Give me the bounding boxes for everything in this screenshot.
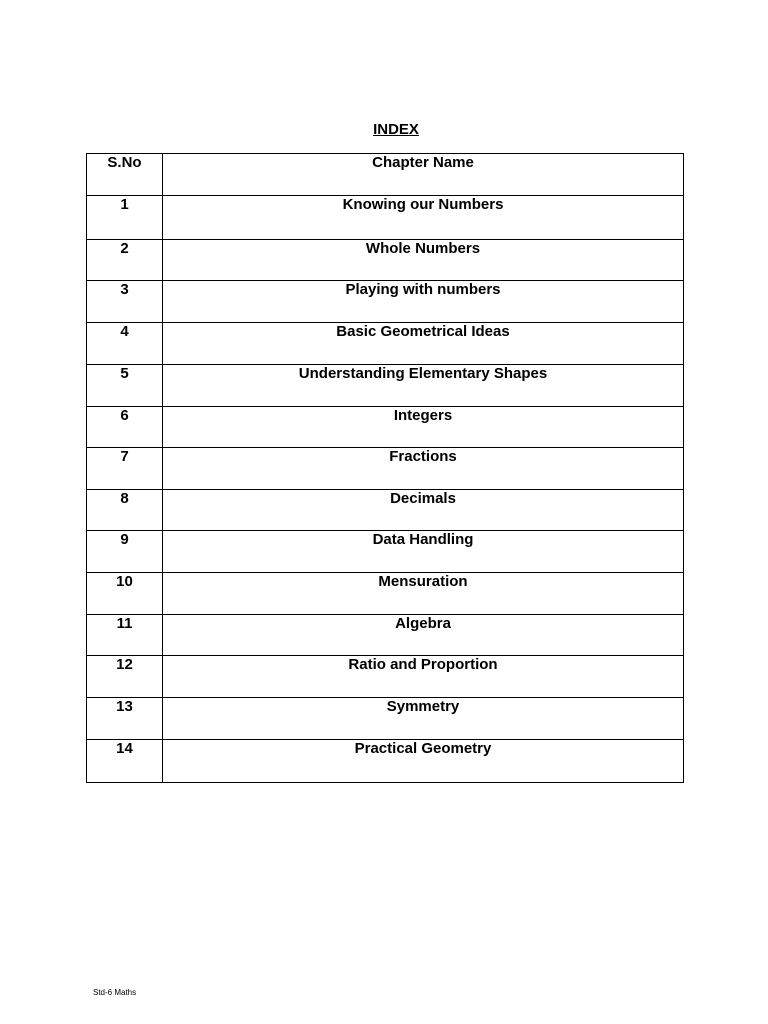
row-chapter-name: Playing with numbers [163,281,684,323]
header-sno: S.No [87,154,163,196]
row-chapter-name: Fractions [163,448,684,490]
row-sno: 1 [87,196,163,240]
table-header-row [87,154,684,196]
row-chapter-name: Mensuration [163,573,684,615]
page-title: INDEX [373,121,419,138]
table-row [87,281,684,323]
table-body [87,196,684,783]
table-row [87,240,684,281]
row-sno: 8 [87,490,163,531]
table-row [87,615,684,656]
row-chapter-name: Data Handling [163,531,684,573]
table-row [87,698,684,740]
table-row [87,740,684,783]
row-chapter-name: Basic Geometrical Ideas [163,323,684,365]
row-chapter-name: Ratio and Proportion [163,656,684,698]
row-chapter-name: Understanding Elementary Shapes [163,365,684,407]
row-sno: 3 [87,281,163,323]
table-row [87,656,684,698]
table-row [87,196,684,240]
row-sno: 12 [87,656,163,698]
table-row [87,490,684,531]
row-sno: 5 [87,365,163,407]
row-sno: 2 [87,240,163,281]
row-sno: 6 [87,407,163,448]
table-row [87,365,684,407]
row-sno: 14 [87,740,163,783]
row-chapter-name: Practical Geometry [163,740,684,783]
row-sno: 9 [87,531,163,573]
header-chapter-name: Chapter Name [163,154,684,196]
footer-label: Std-6 Maths [93,988,137,997]
table-row [87,531,684,573]
row-sno: 11 [87,615,163,656]
row-chapter-name: Knowing our Numbers [163,196,684,240]
table-row [87,448,684,490]
table-row [87,407,684,448]
row-sno: 10 [87,573,163,615]
row-chapter-name: Whole Numbers [163,240,684,281]
row-sno: 7 [87,448,163,490]
table-row [87,573,684,615]
row-chapter-name: Symmetry [163,698,684,740]
row-chapter-name: Decimals [163,490,684,531]
row-chapter-name: Integers [163,407,684,448]
row-sno: 4 [87,323,163,365]
row-sno: 13 [87,698,163,740]
table-row [87,323,684,365]
index-table [86,153,684,783]
row-chapter-name: Algebra [163,615,684,656]
